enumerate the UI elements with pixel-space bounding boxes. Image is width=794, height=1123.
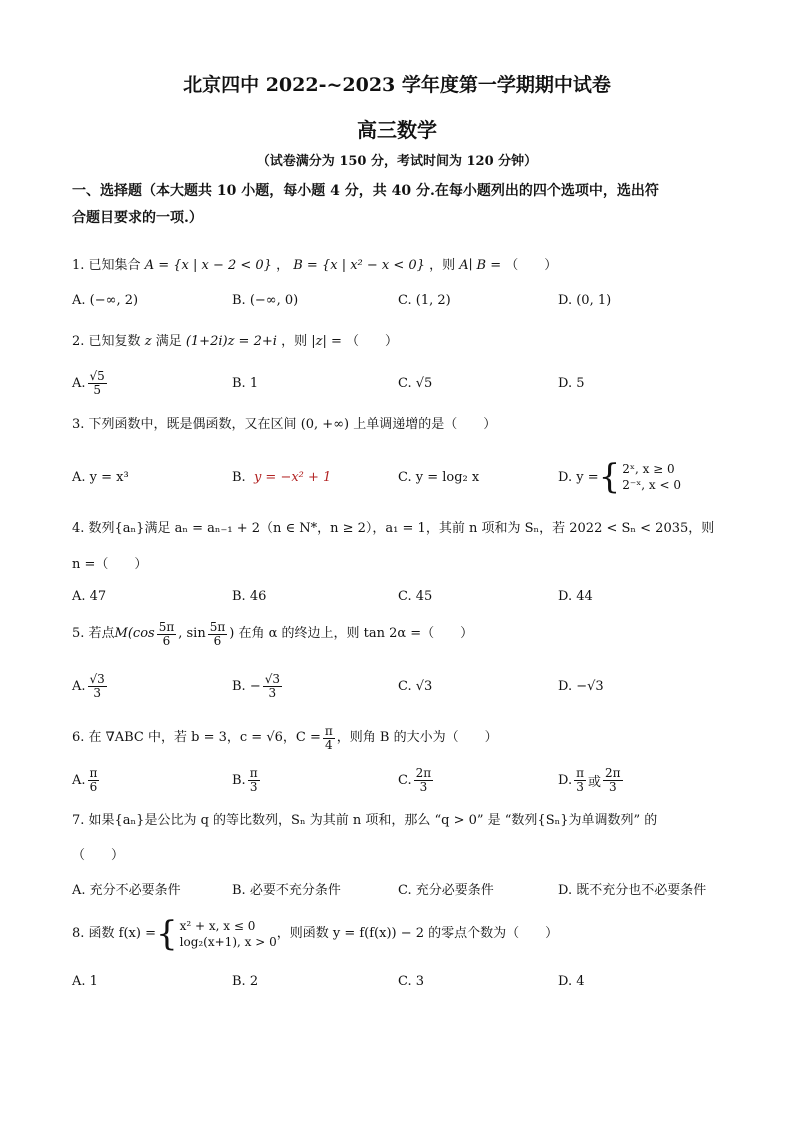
q8-stem-a: 8. 函数 f(x) = bbox=[72, 926, 156, 941]
q5-option-b-frac bbox=[263, 673, 282, 700]
q3-option-d-piecewise bbox=[598, 457, 682, 497]
q6-option-d-frac-2 bbox=[603, 767, 623, 794]
q3-option-b[interactable] bbox=[232, 456, 331, 498]
q6-options bbox=[72, 760, 732, 800]
q6-option-b-frac bbox=[248, 767, 260, 794]
q5-option-d[interactable]: D. −√3 bbox=[558, 678, 604, 694]
q6-option-d-label: D. bbox=[558, 772, 573, 788]
exam-subtitle: 高三数学 bbox=[357, 118, 437, 142]
q8-option-a[interactable]: A. 1 bbox=[72, 973, 98, 989]
q2-z: z bbox=[144, 334, 152, 349]
question-1 bbox=[72, 257, 722, 275]
q4-line-1: 4. 数列{aₙ}满足 aₙ = aₙ₋₁ + 2（n ∈ N*，n ≥ 2），a₁ = 1，其前 n 项和为 Sₙ，若 2022 < Sₙ < 2035，则 bbox=[72, 521, 715, 536]
q5-option-b-den: 3 bbox=[268, 685, 277, 700]
q6-option-c-label: C. bbox=[398, 772, 412, 788]
q6-angle-frac bbox=[323, 725, 335, 752]
q5-option-b-num: √3 bbox=[264, 671, 280, 686]
q5-option-c[interactable]: C. √3 bbox=[398, 678, 433, 694]
q6-option-d-num-2: 2π bbox=[605, 765, 621, 780]
question-5 bbox=[72, 614, 722, 654]
q5-option-a-frac bbox=[88, 673, 107, 700]
q2-equation: (1+2i)z = 2+i bbox=[185, 334, 277, 349]
q7-option-b[interactable]: B. 必要不充分条件 bbox=[232, 882, 341, 898]
q5-frac-2-den: 6 bbox=[213, 633, 222, 648]
q8-piecewise bbox=[155, 914, 277, 954]
q1-set-b: B = {x | x² − x < 0} bbox=[293, 258, 425, 273]
q6-angle-den: 4 bbox=[324, 737, 333, 752]
q4-line-2: n =（ ） bbox=[72, 557, 148, 572]
q6-option-d-or: 或 bbox=[587, 774, 601, 790]
q1-stem-d: （ ） bbox=[505, 258, 558, 273]
q2-stem-c: ，则 bbox=[281, 334, 308, 349]
q2-option-a-frac bbox=[88, 370, 107, 397]
q6-stem-a: 6. 在 ∇ABC 中，若 b = 3，c = √6，C = bbox=[72, 730, 321, 745]
q7-options bbox=[72, 877, 732, 899]
q1-option-d[interactable]: D. (0, 1) bbox=[558, 292, 612, 308]
q5-option-b[interactable] bbox=[232, 664, 284, 708]
question-8 bbox=[72, 912, 722, 956]
exam-title: 北京四中 2022-~2023 学年度第一学期期中试卷 bbox=[183, 74, 611, 96]
q5-option-b-label: B. − bbox=[232, 678, 261, 694]
left-brace-icon: { bbox=[155, 914, 178, 954]
q1-option-a[interactable]: A. (−∞, 2) bbox=[72, 292, 139, 308]
q1-option-b[interactable]: B. (−∞, 0) bbox=[232, 292, 299, 308]
q5-option-a[interactable] bbox=[72, 664, 109, 708]
question-3 bbox=[72, 416, 722, 434]
q4-options bbox=[72, 585, 732, 607]
q3-option-b-label: B. bbox=[232, 469, 246, 485]
q5-option-a-den: 3 bbox=[93, 685, 101, 700]
q6-option-d[interactable] bbox=[558, 760, 625, 800]
q6-option-b-label: B. bbox=[232, 772, 246, 788]
q5-frac-1-num: 5π bbox=[158, 619, 175, 634]
q6-option-d-num-1: π bbox=[576, 765, 584, 780]
question-4 bbox=[72, 520, 722, 574]
q2-stem-b: 满足 bbox=[155, 334, 182, 349]
q6-option-b[interactable] bbox=[232, 760, 262, 800]
q3-option-c[interactable]: C. y = log₂ x bbox=[398, 469, 480, 485]
q2-stem-d: （ ） bbox=[346, 334, 399, 349]
q6-option-c-num: 2π bbox=[415, 765, 432, 780]
q1-set-a: A = {x | x − 2 < 0} bbox=[144, 258, 272, 273]
section-line-1: 一、选择题（本大题共 10 小题，每小题 4 分，共 40 分.在每小题列出的四个选项中，选出符 bbox=[72, 183, 659, 199]
q5-frac-2-num: 5π bbox=[209, 619, 226, 634]
q5-frac-1 bbox=[157, 621, 177, 648]
q2-option-a-den: 5 bbox=[93, 382, 101, 397]
q2-option-d[interactable]: D. 5 bbox=[558, 375, 585, 391]
q3-options bbox=[72, 456, 732, 498]
q6-angle-num: π bbox=[324, 723, 333, 738]
q6-option-d-frac-1 bbox=[574, 767, 586, 794]
q5-stem-a: 5. 若点 bbox=[72, 626, 115, 641]
q5-frac-1-den: 6 bbox=[162, 633, 171, 648]
q3-option-d-row1: 2ˣ, x ≥ 0 bbox=[622, 462, 675, 476]
q6-option-a-num: π bbox=[89, 765, 98, 780]
q6-option-a-frac bbox=[88, 767, 100, 794]
q4-option-b[interactable]: B. 46 bbox=[232, 588, 267, 604]
exam-note: （试卷满分为 150 分，考试时间为 120 分钟） bbox=[256, 154, 538, 169]
q3-option-b-expr: y = −x² + 1 bbox=[253, 469, 332, 485]
q2-option-a-num: √5 bbox=[89, 368, 105, 383]
q7-option-d[interactable]: D. 既不充分也不必要条件 bbox=[558, 882, 707, 898]
q7-option-c[interactable]: C. 充分必要条件 bbox=[398, 882, 494, 898]
q4-option-a[interactable]: A. 47 bbox=[72, 588, 107, 604]
q7-line-1: 7. 如果{aₙ}是公比为 q 的等比数列，Sₙ 为其前 n 项和，那么 “q > 0” 是 “数列{Sₙ}为单调数列” 的 bbox=[72, 813, 658, 828]
question-7 bbox=[72, 812, 722, 865]
q6-option-c[interactable] bbox=[398, 760, 435, 800]
q8-row-1: x² + x, x ≤ 0 bbox=[179, 919, 256, 933]
q7-line-2: （ ） bbox=[72, 848, 125, 863]
q3-stem-a: 3. 下列函数中，既是偶函数，又在区间 bbox=[72, 417, 297, 432]
q1-stem-a: 1. 已知集合 bbox=[72, 258, 141, 273]
q5-option-a-label: A. bbox=[72, 678, 86, 694]
q1-options bbox=[72, 280, 732, 320]
q6-option-a-den: 6 bbox=[89, 779, 98, 794]
q6-option-b-num: π bbox=[249, 765, 258, 780]
q1-expr: A∣ B = bbox=[459, 258, 502, 273]
q3-option-d-row2: 2⁻ˣ, x < 0 bbox=[622, 478, 682, 492]
q3-interval: (0, +∞) bbox=[300, 417, 350, 432]
q4-option-c[interactable]: C. 45 bbox=[398, 588, 433, 604]
question-2 bbox=[72, 333, 722, 351]
q6-option-d-den-2: 3 bbox=[608, 779, 617, 794]
question-6 bbox=[72, 718, 722, 758]
q6-option-d-den-1: 3 bbox=[576, 779, 584, 794]
q1-stem-c: ，则 bbox=[429, 258, 456, 273]
q8-option-c[interactable]: C. 3 bbox=[398, 973, 425, 989]
q3-option-d-label: D. y = bbox=[558, 469, 599, 485]
q1-stem-b: ， bbox=[276, 258, 290, 273]
q3-option-a[interactable]: A. y = x³ bbox=[72, 469, 129, 485]
q2-options bbox=[72, 363, 732, 403]
q5-options bbox=[72, 664, 732, 708]
q8-option-b[interactable]: B. 2 bbox=[232, 973, 259, 989]
q4-option-d[interactable]: D. 44 bbox=[558, 588, 593, 604]
q8-option-d[interactable]: D. 4 bbox=[558, 973, 585, 989]
q5-sin: , sin bbox=[178, 626, 206, 641]
q1-option-c[interactable]: C. (1, 2) bbox=[398, 292, 451, 308]
q7-option-a[interactable]: A. 充分不必要条件 bbox=[72, 882, 181, 898]
q8-row-2: log₂(x+1), x > 0 bbox=[179, 935, 277, 949]
q2-abs: |z| = bbox=[311, 334, 342, 349]
q6-option-c-den: 3 bbox=[419, 779, 428, 794]
q5-stem-b: ) 在角 α 的终边上，则 tan 2α =（ ） bbox=[229, 626, 474, 641]
q6-option-a[interactable] bbox=[72, 760, 101, 800]
q5-m: M(cos bbox=[114, 626, 155, 641]
q5-option-a-num: √3 bbox=[89, 671, 105, 686]
q6-option-a-label: A. bbox=[72, 772, 86, 788]
q2-option-a[interactable] bbox=[72, 363, 109, 403]
q2-stem-a: 2. 已知复数 bbox=[72, 334, 141, 349]
q2-option-b[interactable]: B. 1 bbox=[232, 375, 259, 391]
section-heading bbox=[72, 178, 722, 232]
q2-option-c[interactable]: C. √5 bbox=[398, 375, 433, 391]
q8-options bbox=[72, 970, 732, 992]
q5-frac-2 bbox=[208, 621, 228, 648]
q3-stem-b: 上单调递增的是（ ） bbox=[353, 417, 497, 432]
q6-option-b-den: 3 bbox=[249, 779, 258, 794]
q6-option-c-frac bbox=[414, 767, 434, 794]
q3-option-d[interactable] bbox=[558, 456, 681, 498]
q6-stem-b: ，则角 B 的大小为（ ） bbox=[336, 730, 498, 745]
left-brace-icon: { bbox=[598, 457, 621, 497]
q2-option-a-label: A. bbox=[72, 375, 86, 391]
section-line-2: 合题目要求的一项.） bbox=[72, 210, 203, 226]
q8-stem-b: ，则函数 y = f(f(x)) − 2 的零点个数为（ ） bbox=[276, 926, 559, 941]
